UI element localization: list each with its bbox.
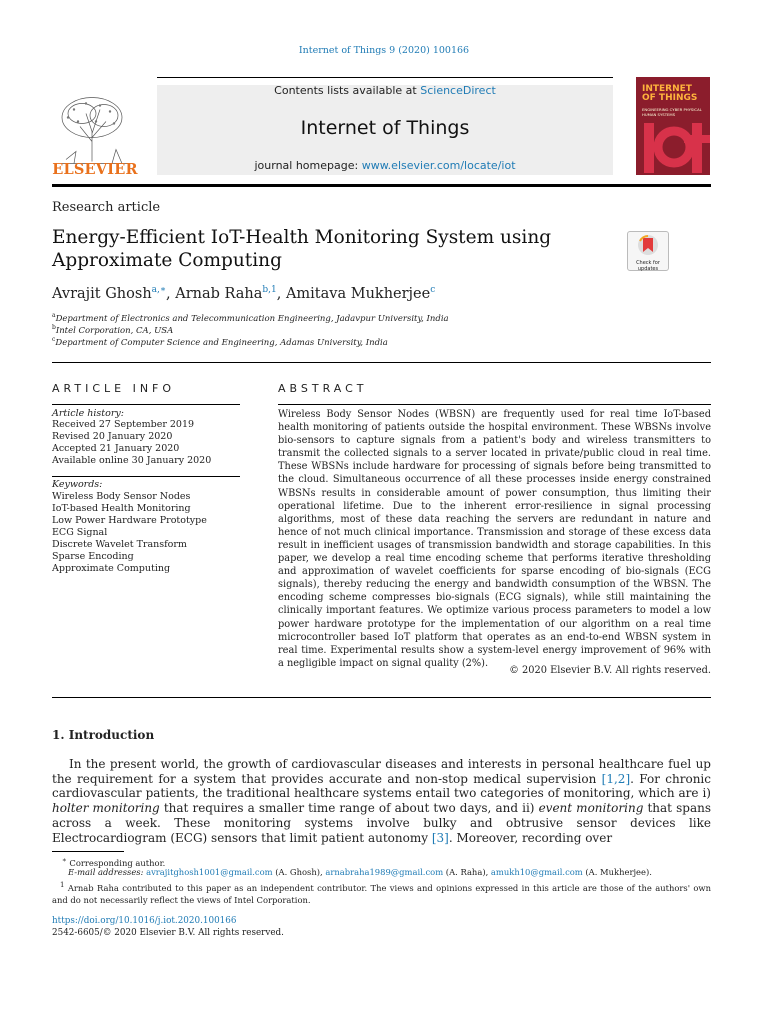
footnote-mark: ∗ xyxy=(62,856,67,864)
keyword: Wireless Body Sensor Nodes xyxy=(52,491,191,502)
keyword: Sparse Encoding xyxy=(52,551,134,562)
check-for-updates-button[interactable] xyxy=(627,231,669,271)
article-title xyxy=(52,226,592,272)
homepage-line xyxy=(157,159,613,172)
email-owner: (A. Mukherjee). xyxy=(582,867,652,877)
author-name: Amitava Mukherjee xyxy=(285,285,431,302)
introduction-text xyxy=(52,757,711,845)
intro-text-run: . For chronic cardiovascular patients, the traditional healthcare systems entail two categories of monitoring, which are i) xyxy=(52,771,711,801)
history-label: Article history: xyxy=(52,408,124,419)
intro-emphasis: event monitoring xyxy=(538,801,644,816)
title-line-2: Approximate Computing xyxy=(52,250,282,271)
keyword: IoT-based Health Monitoring xyxy=(52,503,191,514)
email-link[interactable]: avrajitghosh1001@gmail.com xyxy=(146,867,273,877)
intro-emphasis: holter monitoring xyxy=(52,801,160,816)
intro-text-run: that spans across a week. These monitoring systems involve bulky and obtrusive sensor devices like Electrocardiogram (ECG) sensors that limit patient autonomy xyxy=(52,801,711,845)
info-rule xyxy=(52,476,240,477)
citation-link[interactable]: [3] xyxy=(431,830,449,845)
author-name: Avrajit Ghosh xyxy=(52,285,152,302)
homepage-prefix: journal homepage: xyxy=(254,159,362,172)
journal-reference[interactable]: Internet of Things 9 (2020) 100166 xyxy=(298,45,470,56)
journal-homepage-link[interactable]: www.elsevier.com/locate/iot xyxy=(361,159,516,172)
keyword: Discrete Wavelet Transform xyxy=(52,539,187,550)
intro-text-run: . Moreover, recording over xyxy=(448,830,613,845)
affiliation xyxy=(52,324,173,336)
abstract-copyright: © 2020 Elsevier B.V. All rights reserved. xyxy=(509,665,711,676)
email-link[interactable]: amukh10@gmail.com xyxy=(490,867,583,877)
footnote-text: Corresponding author. xyxy=(69,857,166,868)
email-owner: (A. Ghosh), xyxy=(272,867,326,877)
email-label: E-mail addresses: xyxy=(68,867,144,877)
bookmark-icon xyxy=(628,232,668,258)
affiliation xyxy=(52,336,388,348)
cover-title: INTERNET OF THINGS xyxy=(642,84,698,103)
author-separator: , xyxy=(276,285,286,302)
affiliation-text: Department of Electronics and Telecommunication Engineering, Jadavpur University, India xyxy=(55,313,449,324)
article-info-heading: ARTICLE INFO xyxy=(52,382,176,395)
journal-title: Internet of Things xyxy=(300,117,470,139)
citation-link[interactable]: [1,2] xyxy=(601,771,631,786)
affiliation xyxy=(52,312,449,324)
author-affiliation-mark[interactable]: c xyxy=(430,285,436,295)
author-list xyxy=(52,285,435,302)
intro-paragraph xyxy=(52,757,711,845)
footnote-rule xyxy=(52,851,124,852)
history-item: Revised 20 January 2020 xyxy=(52,431,173,442)
author-separator: , xyxy=(166,285,176,302)
keyword: Approximate Computing xyxy=(52,563,171,574)
abstract-text: Wireless Body Sensor Nodes (WBSN) are frequently used for real time IoT-based health monitoring of patients outside the hospital environment. These WBSNs involve bio-sensors to capture signals from a patient's body and wireless transmitters to transmit the collected signals to a server located in private/public cloud in real time. These WBSNs include hardware for processing of signals before being transmitted to the cloud. Simultaneous occurrence of all these processes inside energy constrained WBSNs results in considerable amount of power consumption, thus limiting their operational lifetime. Due to the inherent error-resilience in signal processing algorithms, most of these data reaching the servers are redundant in nature and hence of not much clinical importance. Transmission and storage of these excess data result in inefficient usages of transmission bandwidth and storage capabilities. In this paper, we develop a real time encoding scheme that performs iterative thresholding and approximation of wavelet coefficients for sparse encoding of bio-signals (ECG signals), thereby reducing the energy and bandwidth consumption of the WBSN. The encoding scheme compresses bio-signals (ECG signals), while still maintaining the clinically important features. We optimize various process parameters to model a low power hardware prototype for the implementation of our algorithm on a real time microcontroller based IoT platform that operates as an end-to-end WBSN system in real time. Experimental results show a system-level energy improvement of 96% with a negligible impact on signal quality (2%). xyxy=(278,409,711,669)
footnote-1 xyxy=(52,879,711,906)
author-name: Arnab Raha xyxy=(175,285,263,302)
issn-line: 2542-6605/© 2020 Elsevier B.V. All rights reserved. xyxy=(52,928,284,938)
author-affiliation-mark[interactable]: a,∗ xyxy=(151,285,166,295)
keywords-label: Keywords: xyxy=(52,479,103,490)
title-line-1: Energy-Efficient IoT-Health Monitoring System using xyxy=(52,227,552,248)
elsevier-wordmark: ELSEVIER xyxy=(52,161,138,178)
footnote-text: Arnab Raha contributed to this paper as an independent contributor. The views and opinions expressed in this article are those of the authors' own and do not necessarily reflect the views of Intel Corporation. xyxy=(52,882,711,905)
email-owner: (A. Raha), xyxy=(443,867,491,877)
email-link[interactable]: arnabraha1989@gmail.com xyxy=(325,867,444,877)
keyword: ECG Signal xyxy=(52,527,108,538)
cover-subtitle: ENGINEERING CYBER PHYSICAL HUMAN SYSTEMS xyxy=(642,107,702,117)
footnote-emails xyxy=(52,866,727,878)
journal-cover[interactable] xyxy=(636,77,710,175)
affiliation-text: Department of Computer Science and Engineering, Adamas University, India xyxy=(55,337,388,348)
affiliation-mark: b xyxy=(52,324,56,331)
sciencedirect-link[interactable]: ScienceDirect xyxy=(420,84,496,97)
history-item: Available online 30 January 2020 xyxy=(52,455,212,466)
section-rule xyxy=(52,697,711,698)
info-rule xyxy=(52,404,240,405)
keyword: Low Power Hardware Prototype xyxy=(52,515,207,526)
footnote-mark: 1 xyxy=(60,881,65,889)
header-rule xyxy=(157,77,613,78)
history-item: Received 27 September 2019 xyxy=(52,419,195,430)
contents-line xyxy=(157,84,613,97)
check-updates-label: Check for updates xyxy=(636,260,660,272)
affiliation-mark: a xyxy=(52,312,56,319)
section-rule xyxy=(52,362,711,363)
contents-prefix: Contents lists available at xyxy=(274,84,421,97)
affiliation-text: Intel Corporation, CA, USA xyxy=(55,325,174,336)
doi-link[interactable]: https://doi.org/10.1016/j.iot.2020.100166 xyxy=(52,916,237,926)
author-affiliation-mark[interactable]: b,1 xyxy=(262,285,277,295)
affiliation-mark: c xyxy=(52,336,56,343)
intro-text-run: In the present world, the growth of cardiovascular diseases and interests in personal healthcare fuel up the requirement for a system that provides accurate and non-stop medical supervision xyxy=(52,757,711,786)
abstract-heading: ABSTRACT xyxy=(278,382,368,395)
intro-text-run: that requires a smaller time range of about two days, and ii) xyxy=(159,801,539,816)
history-item: Accepted 21 January 2020 xyxy=(52,443,180,454)
introduction-heading: 1. Introduction xyxy=(52,728,155,742)
abstract-rule xyxy=(278,404,711,405)
article-type: Research article xyxy=(52,200,161,215)
cover-art-icon xyxy=(636,117,710,175)
masthead-rule xyxy=(52,184,711,187)
